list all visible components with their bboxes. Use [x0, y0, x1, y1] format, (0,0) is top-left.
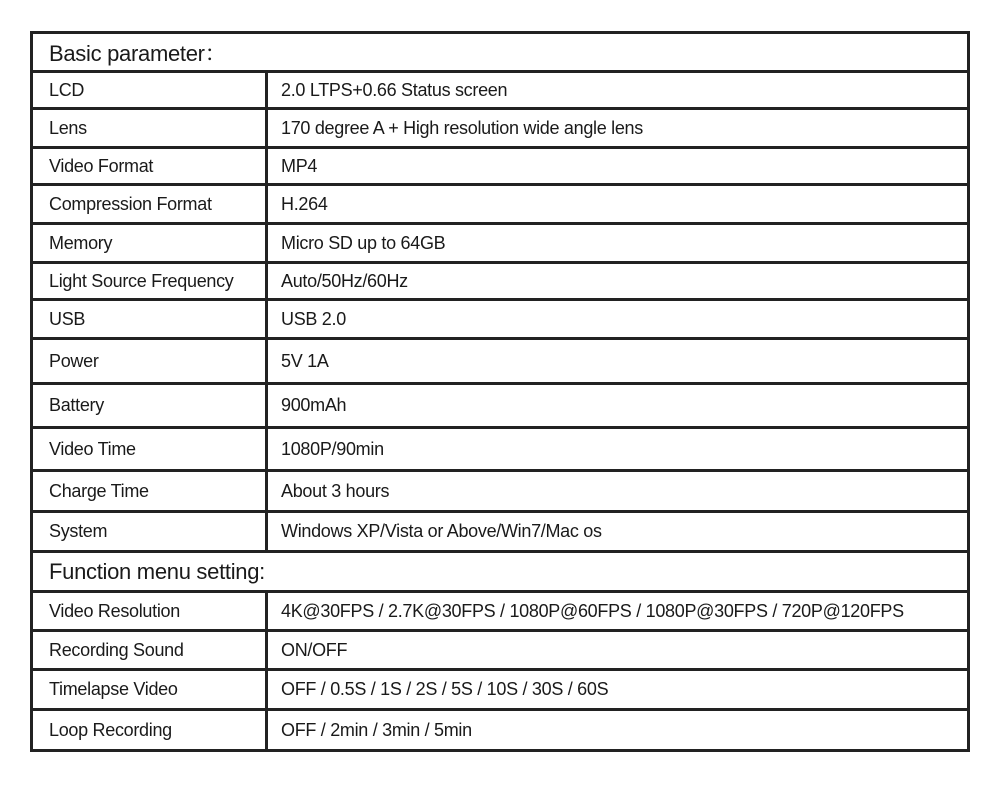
spec-table	[30, 31, 970, 752]
spec-label: Charge Time	[33, 472, 268, 510]
spec-value: Micro SD up to 64GB	[281, 232, 446, 253]
table-row	[33, 73, 967, 110]
table-row	[33, 472, 967, 513]
spec-value: 4K@30FPS / 2.7K@30FPS / 1080P@60FPS / 1080P@30FPS / 720P@120FPS	[281, 600, 904, 621]
table-row	[33, 711, 967, 749]
table-row	[33, 593, 967, 632]
spec-value: Auto/50Hz/60Hz	[281, 270, 408, 291]
spec-label: Recording Sound	[33, 632, 268, 668]
spec-value: 170 degree A + High resolution wide angle lens	[281, 117, 643, 138]
spec-value: OFF / 2min / 3min / 5min	[281, 719, 472, 740]
spec-value: 2.0 LTPS+0.66 Status screen	[281, 79, 508, 100]
spec-label: Light Source Frequency	[33, 264, 268, 298]
spec-label: Video Resolution	[33, 593, 268, 629]
section-title: Basic parameter：	[49, 40, 227, 66]
spec-label: Memory	[33, 225, 268, 261]
spec-value: OFF / 0.5S / 1S / 2S / 5S / 10S / 30S / 60S	[281, 679, 609, 699]
spec-label: Lens	[33, 110, 268, 146]
spec-label: Timelapse Video	[33, 671, 268, 708]
spec-value: 5V 1A	[281, 350, 329, 371]
spec-label: Compression Format	[33, 186, 268, 222]
table-row	[33, 671, 967, 711]
spec-value: H.264	[281, 193, 328, 214]
table-row	[33, 110, 967, 149]
table-row	[33, 429, 967, 472]
section-header-basic-parameter	[33, 34, 967, 73]
spec-label: Video Time	[33, 429, 268, 469]
spec-value: USB 2.0	[281, 308, 346, 329]
table-row	[33, 385, 967, 429]
spec-label: LCD	[33, 73, 268, 107]
table-row	[33, 340, 967, 385]
table-row	[33, 513, 967, 553]
spec-value: ON/OFF	[281, 639, 348, 660]
spec-value: Windows XP/Vista or Above/Win7/Mac os	[281, 521, 602, 541]
table-row	[33, 186, 967, 225]
table-row	[33, 301, 967, 340]
table-row	[33, 149, 967, 186]
spec-value: 1080P/90min	[281, 438, 384, 459]
spec-label: Loop Recording	[33, 711, 268, 749]
section-title: Function menu setting:	[49, 558, 265, 584]
table-row	[33, 632, 967, 671]
spec-value: MP4	[281, 155, 318, 176]
spec-label: USB	[33, 301, 268, 337]
spec-label: System	[33, 513, 268, 550]
table-row	[33, 264, 967, 301]
spec-label: Video Format	[33, 149, 268, 183]
table-row	[33, 225, 967, 264]
section-header-function-menu	[33, 553, 967, 593]
spec-value: 900mAh	[281, 395, 347, 415]
spec-value: About 3 hours	[281, 480, 390, 501]
spec-label: Battery	[33, 385, 268, 426]
spec-label: Power	[33, 340, 268, 382]
